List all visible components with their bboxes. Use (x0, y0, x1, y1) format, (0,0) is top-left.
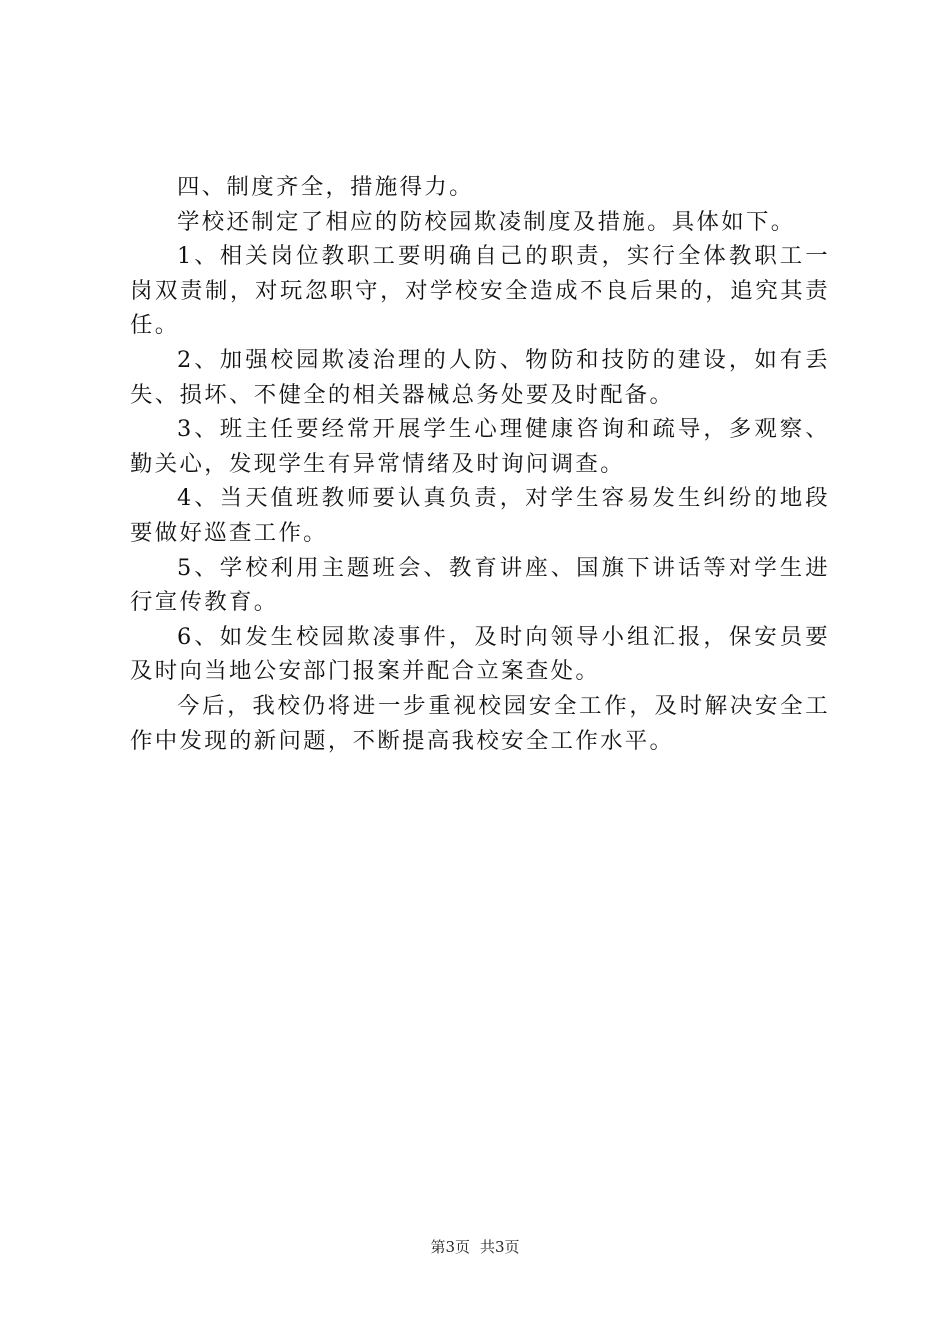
page-total: 共3页 (480, 1238, 520, 1256)
document-body (130, 170, 830, 758)
section-heading: 四、制度齐全，措施得力。 (177, 174, 474, 200)
measure-item-5: 5、学校利用主题班会、教育讲座、国旗下讲话等对学生进行宣传教育。 (130, 554, 830, 616)
measure-item-1: 1、相关岗位教职工要明确自己的职责，实行全体教职工一岗双责制，对玩忽职守，对学校安全造成不良后果的，追究其责任。 (130, 243, 830, 339)
measure-item-3: 3、班主任要经常开展学生心理健康咨询和疏导，多观察、勤关心，发现学生有异常情绪及时询问调查。 (130, 416, 830, 477)
intro-paragraph: 学校还制定了相应的防校园欺凌制度及措施。具体如下。 (177, 208, 796, 235)
closing-paragraph: 今后，我校仍将进一步重视校园安全工作，及时解决安全工作中发现的新问题，不断提高我校安全工作水平。 (130, 692, 830, 754)
page-footer (0, 1237, 950, 1257)
measure-item-4: 4、当天值班教师要认真负责，对学生容易发生纠纷的地段要做好巡查工作。 (130, 485, 830, 546)
measure-item-6: 6、如发生校园欺凌事件，及时向领导小组汇报，保安员要及时向当地公安部门报案并配合立案查处。 (130, 623, 830, 685)
page-number: 第3页 (430, 1238, 470, 1256)
measure-item-2: 2、加强校园欺凌治理的人防、物防和技防的建设，如有丢失、损坏、不健全的相关器械总务处要及时配备。 (130, 346, 830, 408)
